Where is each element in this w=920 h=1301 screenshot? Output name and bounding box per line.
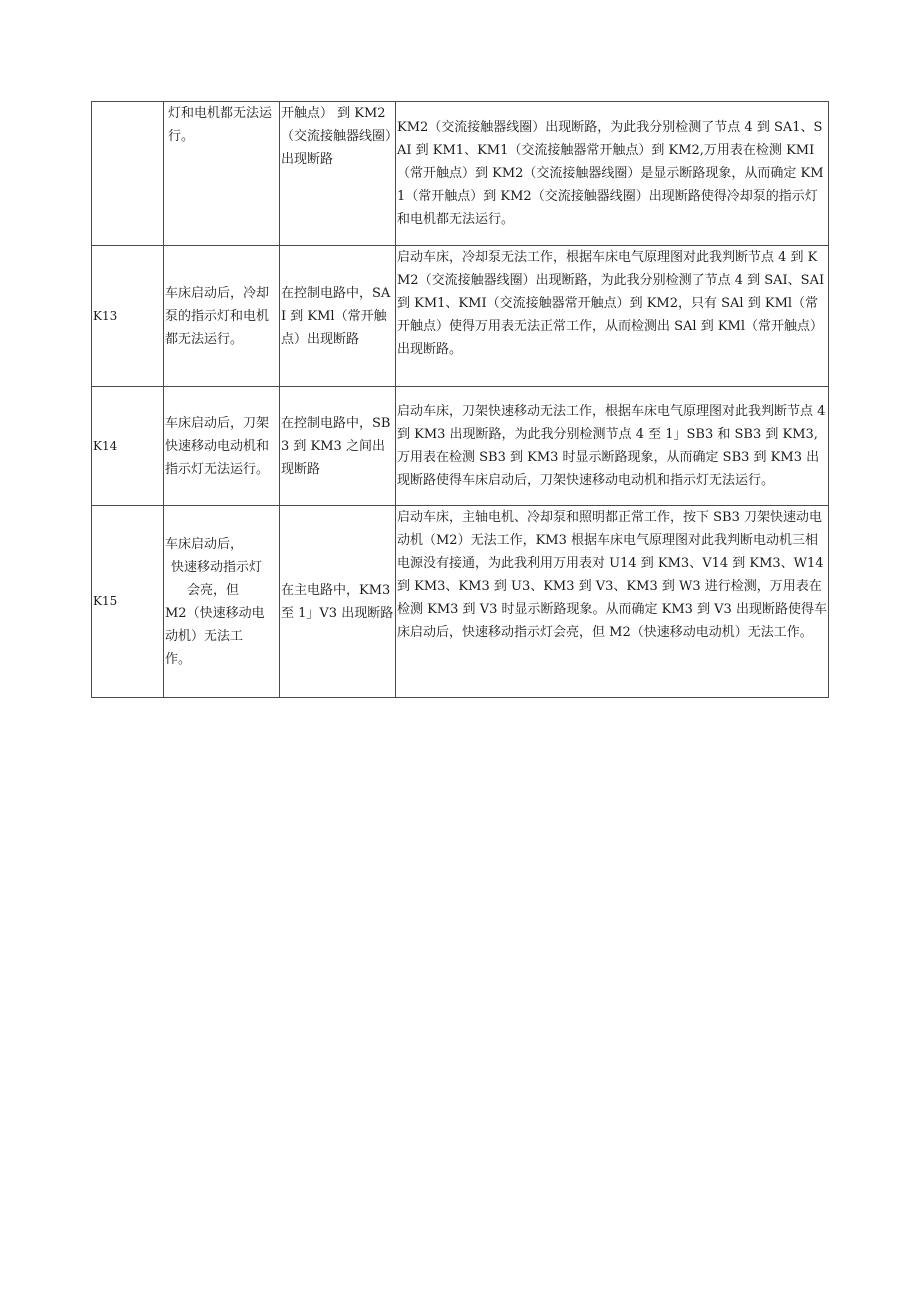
fault-location-cell: 开触点） 到 KM2（交流接触器线圈）出现断路 bbox=[280, 102, 396, 246]
symptom-line: 会亮，但 bbox=[187, 582, 240, 598]
procedure-cell: 启动车床，冷却泵无法工作，根据车床电气原理图对此我判断节点 4 到 KM2（交流接触器线圈）出现断路，为此我分别检测了节点 4 到 SAI、SAI 到 KM1、KMI（交流接触器常开触点）到 KM2，只有 SAl 到 KMl（常开触点）使得万用表无法正常工作，从而检测出 SAl 到 KMl（常开触点）出现断路。 bbox=[396, 246, 829, 387]
fault-code-cell: K14 bbox=[92, 387, 164, 506]
procedure-cell: KM2（交流接触器线圈）出现断路，为此我分别检测了节点 4 到 SA1、SAI 到 KM1、KM1（交流接触器常开触点）到 KM2,万用表在检测 KMI（常开触点）到 KM2（交流接触器线圈）是显示断路现象，从而确定 KM1（常开触点）到 KM2（交流接触器线圈）出现断路使得冷却泵的指示灯和电机都无法运行。 bbox=[396, 102, 829, 246]
symptom-cell: 灯和电机都无法运行。 bbox=[164, 102, 280, 246]
symptom-cell: 车床启动后，冷却泵的指示灯和电机都无法运行。 bbox=[164, 246, 280, 387]
table-row bbox=[92, 506, 829, 698]
fault-code-cell: K15 bbox=[92, 506, 164, 698]
symptom-line: 动机）无法工 bbox=[165, 628, 244, 644]
symptom-cell bbox=[164, 506, 280, 698]
symptom-line: 快速移动指示灯 bbox=[171, 559, 263, 575]
table-row bbox=[92, 102, 829, 246]
fault-location-cell: 在主电路中，KM3 至 1」V3 出现断路 bbox=[280, 506, 396, 698]
fault-diagnosis-table bbox=[91, 101, 829, 698]
procedure-cell: 启动车床，主轴电机、冷却泵和照明都正常工作，按下 SB3 刀架快速动电动机（M2）无法工作，KM3 根据车床电气原理图对此我判断电动机三相电源没有接通，为此我利用万用表对 U14 到 KM3、V14 到 KM3、W14 到 KM3、KM3 到 U3、KM3 到 V3、KM3 到 W3 进行检测，万用表在检测 KM3 到 V3 时显示断路现象。从而确定 KM3 到 V3 出现断路使得车床启动后，快速移动指示灯会亮，但 M2（快速移动电动机）无法工作。 bbox=[396, 506, 829, 698]
procedure-cell: 启动车床，刀架快速移动无法工作，根据车床电气原理图对此我判断节点 4 到 KM3 出现断路，为此我分别检测节点 4 至 1」SB3 和 SB3 到 KM3,万用表在检测 SB3 到 KM3 时显示断路现象，从而确定 SB3 到 KM3 出现断路使得车床启动后，刀架快速移动电动机和指示灯无法运行。 bbox=[396, 387, 829, 506]
symptom-cell: 车床启动后，刀架快速移动电动机和指示灯无法运行。 bbox=[164, 387, 280, 506]
fault-code-cell: K13 bbox=[92, 246, 164, 387]
fault-location-cell: 在控制电路中，SAI 到 KMl（常开触点）出现断路 bbox=[280, 246, 396, 387]
table-row bbox=[92, 387, 829, 506]
symptom-line: 作。 bbox=[165, 651, 192, 667]
symptom-line: 车床启动后， bbox=[165, 536, 244, 552]
fault-code-cell bbox=[92, 102, 164, 246]
table-row bbox=[92, 246, 829, 387]
fault-location-cell: 在控制电路中，SB3 到 KM3 之间出现断路 bbox=[280, 387, 396, 506]
symptom-line: M2（快速移动电 bbox=[165, 605, 265, 621]
